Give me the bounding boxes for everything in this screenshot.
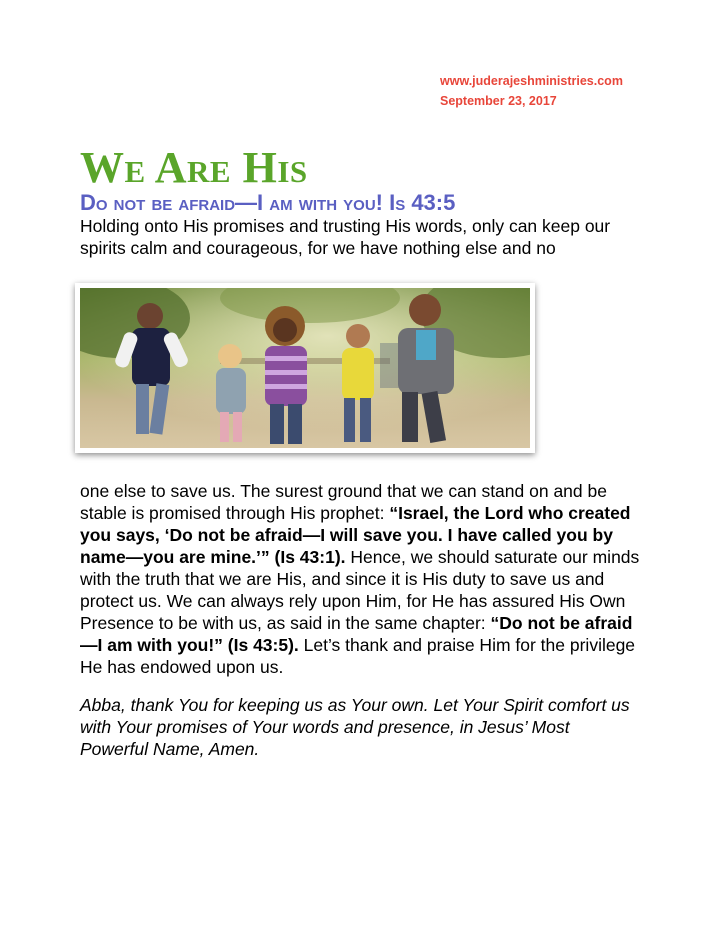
page-subtitle: Do not be afraid—I am with you! Is 43:5 (80, 190, 456, 215)
intro-paragraph: Holding onto His promises and trusting His words, only can keep our spirits calm and courageous, for we have nothing else and no (80, 216, 611, 258)
photo-frame (75, 283, 535, 453)
body-text-1: one else to save us. The surest ground that we can stand on and be stable is promised through His prophet: (80, 481, 607, 523)
scripture-quote-is-43-5: “Do not be afraid—I am with you!” (Is 43:5). (80, 613, 633, 655)
prayer-paragraph: Abba, thank You for keeping us as Your own. Let Your Spirit comfort us with Your promises of Your words and presence, in Jesus’ Most Powerful Name, Amen. (80, 695, 630, 759)
header-meta (440, 71, 623, 111)
website-link[interactable]: www.juderajeshministries.com (440, 74, 623, 88)
body-paragraph (80, 480, 640, 678)
children-running-photo (80, 288, 530, 448)
page-title: We Are His (80, 143, 308, 192)
body-text-2: Hence, we should saturate our minds with the truth that we are His, and since it is His duty to save us and protect us. We can always rely upon Him, for He has assured His Own Presence to be with us, as said in the same chapter: (80, 547, 640, 633)
body-text-3: Let’s thank and praise Him for the privilege He has endowed upon us. (80, 635, 636, 677)
post-date: September 23, 2017 (440, 94, 557, 108)
scripture-quote-is-43-1: “Israel, the Lord who created you says, ‘Do not be afraid—I will save you. I have called you by name—you are mine.’” (Is 43:1). (80, 503, 631, 567)
